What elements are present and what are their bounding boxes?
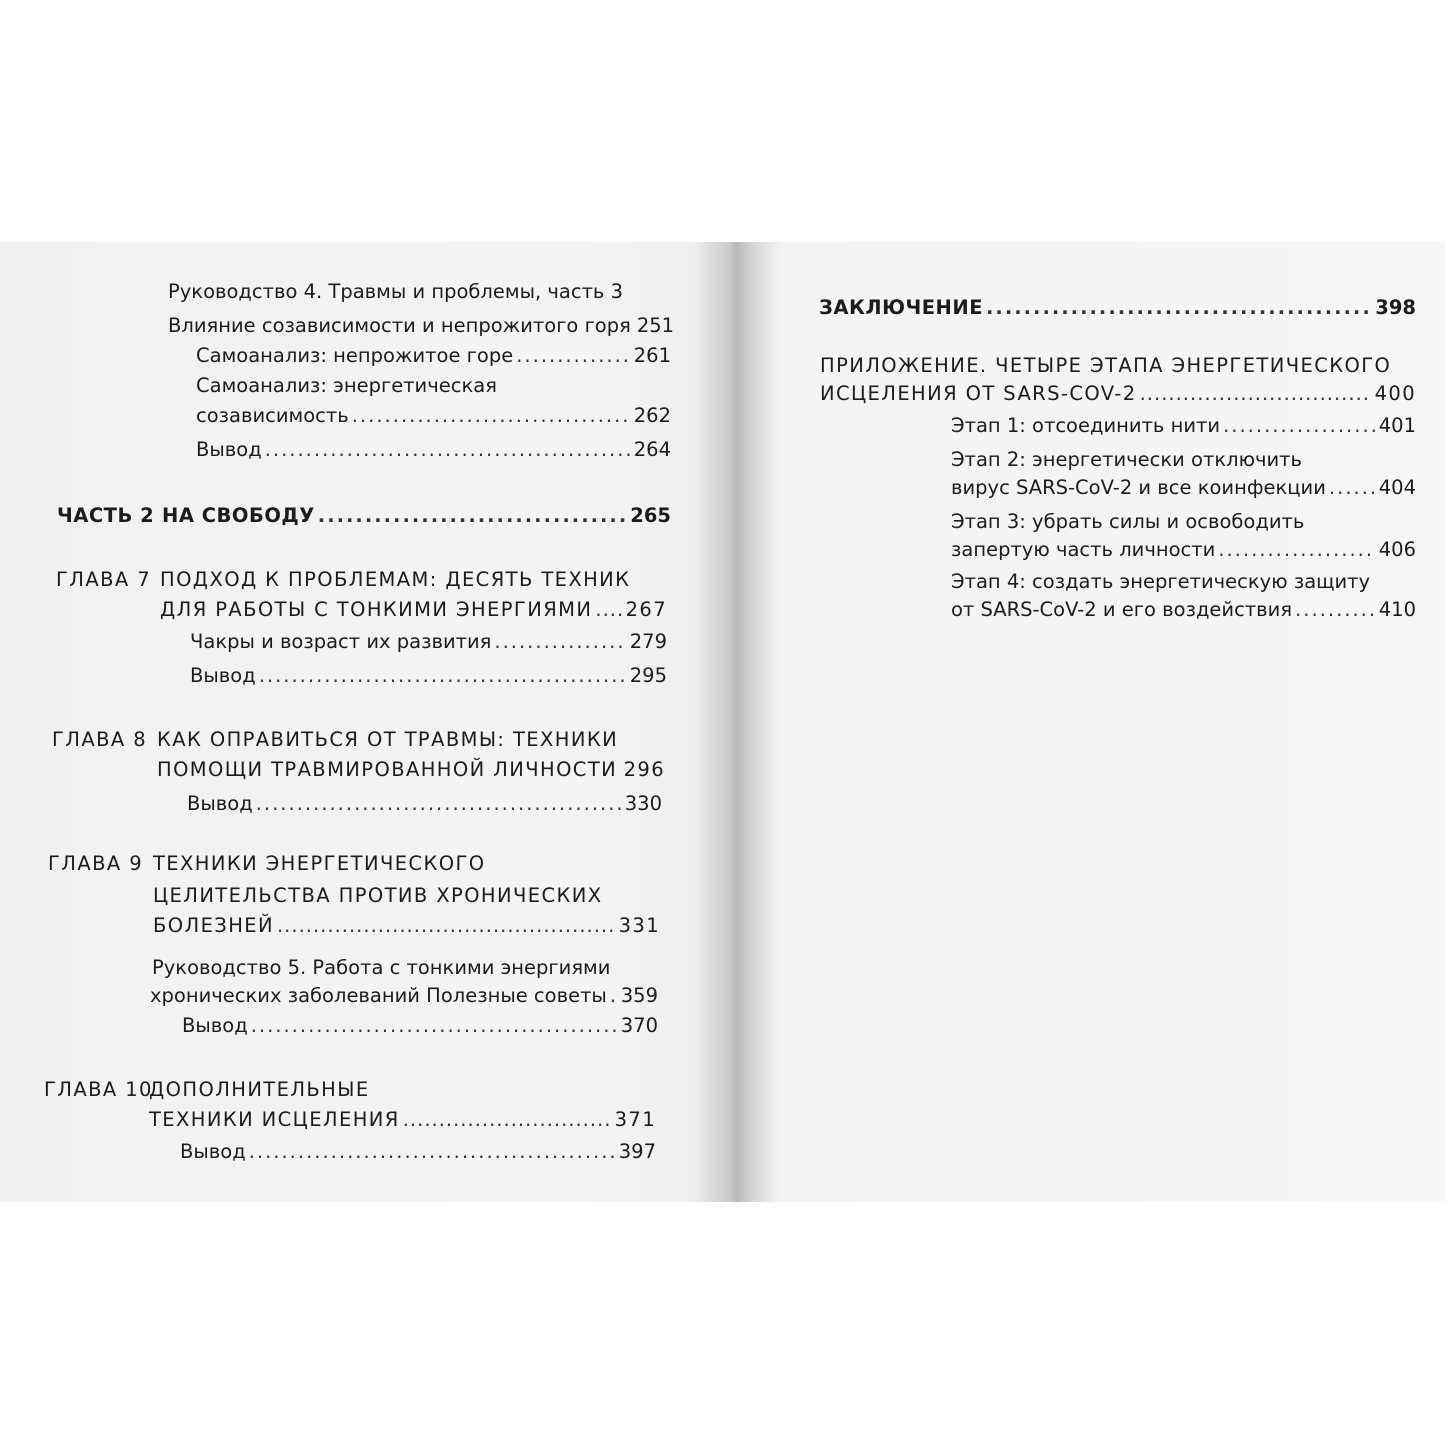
page-number: 410 xyxy=(1378,598,1416,621)
entry-title: созависимость xyxy=(196,404,349,427)
entry-title: Вывод xyxy=(187,792,253,815)
page-number: 370 xyxy=(620,1014,658,1037)
entry-title-line1: Этап 4: создать энергетическую защиту xyxy=(951,570,1371,593)
toc-entry-chapter8[interactable] xyxy=(157,756,665,784)
toc-entry-conclusion-main[interactable] xyxy=(819,294,1416,322)
toc-entry-self-analysis-grief[interactable] xyxy=(196,342,671,370)
toc-entry-conclusion[interactable] xyxy=(180,1138,656,1166)
page-number: 330 xyxy=(624,792,662,815)
entry-title: Вывод xyxy=(190,664,256,687)
toc-entry-stage4[interactable] xyxy=(951,596,1416,624)
chapter-title-line1: ПОДХОД К ПРОБЛЕМАМ: ДЕСЯТЬ ТЕХНИК xyxy=(160,568,631,591)
page-number: 267 xyxy=(625,598,667,621)
leader-dots xyxy=(259,662,627,690)
leader-dots xyxy=(249,1138,616,1166)
right-page xyxy=(735,242,1445,1202)
page-number: 261 xyxy=(633,344,671,367)
leader-dots xyxy=(986,294,1372,322)
toc-entry-part2[interactable] xyxy=(162,502,671,530)
chapter-label: ГЛАВА 8 xyxy=(52,728,148,751)
guide4-line2: Влияние созависимости и непрожитого горя xyxy=(168,314,631,337)
leader-dots xyxy=(1329,474,1376,502)
chapter-title-line1: КАК ОПРАВИТЬСЯ ОТ ТРАВМЫ: ТЕХНИКИ xyxy=(157,728,619,751)
leader-dots xyxy=(595,596,622,624)
toc-entry-chakras[interactable] xyxy=(190,628,667,656)
chapter-label: ГЛАВА 10 xyxy=(44,1078,153,1101)
leader-dots xyxy=(1295,596,1376,624)
toc-entry-guide5[interactable] xyxy=(150,982,658,1010)
leader-dots xyxy=(403,1106,612,1134)
page-number: 331 xyxy=(618,914,660,937)
entry-title: запертую часть личности xyxy=(951,538,1216,561)
toc-entry-chapter9[interactable] xyxy=(153,912,660,940)
appendix-title-line2: ИСЦЕЛЕНИЯ ОТ SARS-COV-2 xyxy=(820,382,1137,405)
leader-dots xyxy=(516,342,631,370)
toc-entry-conclusion[interactable] xyxy=(190,662,667,690)
page-number: 264 xyxy=(633,438,671,461)
entry-title: Этап 1: отсоединить нити xyxy=(951,414,1221,437)
toc-entry-stage3[interactable] xyxy=(951,536,1416,564)
page-number: 400 xyxy=(1374,382,1416,405)
toc-entry-conclusion[interactable] xyxy=(187,790,662,818)
leader-dots xyxy=(610,982,618,1010)
guide4-line1: Руководство 4. Травмы и проблемы, часть 3 xyxy=(168,280,624,303)
toc-entry-self-analysis-codependency[interactable] xyxy=(196,402,671,430)
toc-entry-stage2[interactable] xyxy=(951,474,1416,502)
chapter-title-line1: ДОПОЛНИТЕЛЬНЫЕ xyxy=(149,1078,370,1101)
leader-dots xyxy=(256,790,622,818)
leader-dots xyxy=(352,402,631,430)
chapter-title-line2: ЦЕЛИТЕЛЬСТВА ПРОТИВ ХРОНИЧЕСКИХ xyxy=(153,884,603,907)
page-number: 279 xyxy=(629,630,667,653)
leader-dots xyxy=(318,502,627,530)
entry-title: Вывод xyxy=(182,1014,248,1037)
toc-entry-conclusion[interactable] xyxy=(182,1012,658,1040)
entry-title: Вывод xyxy=(196,438,262,461)
page-number: 398 xyxy=(1375,296,1416,319)
chapter-title-line2: ПОМОЩИ ТРАВМИРОВАННОЙ ЛИЧНОСТИ xyxy=(157,758,618,781)
toc-entry-stage1[interactable] xyxy=(951,412,1416,440)
page-number: 295 xyxy=(629,664,667,687)
leader-dots xyxy=(251,1012,618,1040)
chapter-label: ГЛАВА 7 xyxy=(56,568,152,591)
page-number: 265 xyxy=(630,504,671,527)
guide5-line1: Руководство 5. Работа с тонкими энергиями xyxy=(152,956,611,979)
book-spread xyxy=(0,242,1445,1202)
page-number: 371 xyxy=(614,1108,656,1131)
toc-entry-chapter10[interactable] xyxy=(149,1106,656,1134)
leader-dots xyxy=(1223,412,1376,440)
page-number: 404 xyxy=(1378,476,1416,499)
toc-entry-chapter7[interactable] xyxy=(160,596,667,624)
entry-title-line1: Этап 3: убрать силы и освободить xyxy=(951,510,1305,533)
page-number: 406 xyxy=(1378,538,1416,561)
page-number: 401 xyxy=(1378,414,1416,437)
part-label: ЧАСТЬ 2 xyxy=(57,504,155,527)
toc-entry-appendix[interactable] xyxy=(820,380,1416,408)
left-page xyxy=(0,242,720,1202)
page-number: 251 xyxy=(636,314,675,337)
entry-title: Самоанализ: непрожитое горе xyxy=(196,344,514,367)
page-number: 397 xyxy=(618,1140,656,1163)
guide5-line2: хронических заболеваний Полезные советы xyxy=(150,984,607,1007)
entry-title-line1: Самоанализ: энергетическая xyxy=(196,374,497,397)
entry-title: ЗАКЛЮЧЕНИЕ xyxy=(819,296,984,319)
page-number: 296 xyxy=(623,758,665,781)
entry-title: вирус SARS-CoV-2 и все коинфекции xyxy=(951,476,1326,499)
part-title: НА СВОБОДУ xyxy=(162,504,315,527)
page-number: 359 xyxy=(620,984,658,1007)
entry-title: Чакры и возраст их развития xyxy=(190,630,492,653)
chapter-title-line3: БОЛЕЗНЕЙ xyxy=(153,914,274,937)
chapter-title-line1: ТЕХНИКИ ЭНЕРГЕТИЧЕСКОГО xyxy=(153,852,486,875)
chapter-title-line2: ДЛЯ РАБОТЫ С ТОНКИМИ ЭНЕРГИЯМИ xyxy=(160,598,593,621)
leader-dots xyxy=(494,628,626,656)
entry-title-line1: Этап 2: энергетически отключить xyxy=(951,448,1303,471)
appendix-title-line1: ПРИЛОЖЕНИЕ. ЧЕТЫРЕ ЭТАПА ЭНЕРГЕТИЧЕСКОГО xyxy=(820,354,1392,377)
toc-entry-guide4[interactable] xyxy=(168,312,675,340)
page-number: 262 xyxy=(633,404,671,427)
toc-entry-conclusion[interactable] xyxy=(196,436,671,464)
leader-dots xyxy=(1140,380,1372,408)
entry-title: Вывод xyxy=(180,1140,246,1163)
chapter-label: ГЛАВА 9 xyxy=(48,852,144,875)
chapter-title-line2: ТЕХНИКИ ИСЦЕЛЕНИЯ xyxy=(149,1108,400,1131)
entry-title: от SARS-CoV-2 и его воздействия xyxy=(951,598,1293,621)
leader-dots xyxy=(277,912,616,940)
leader-dots xyxy=(265,436,631,464)
leader-dots xyxy=(1218,536,1375,564)
